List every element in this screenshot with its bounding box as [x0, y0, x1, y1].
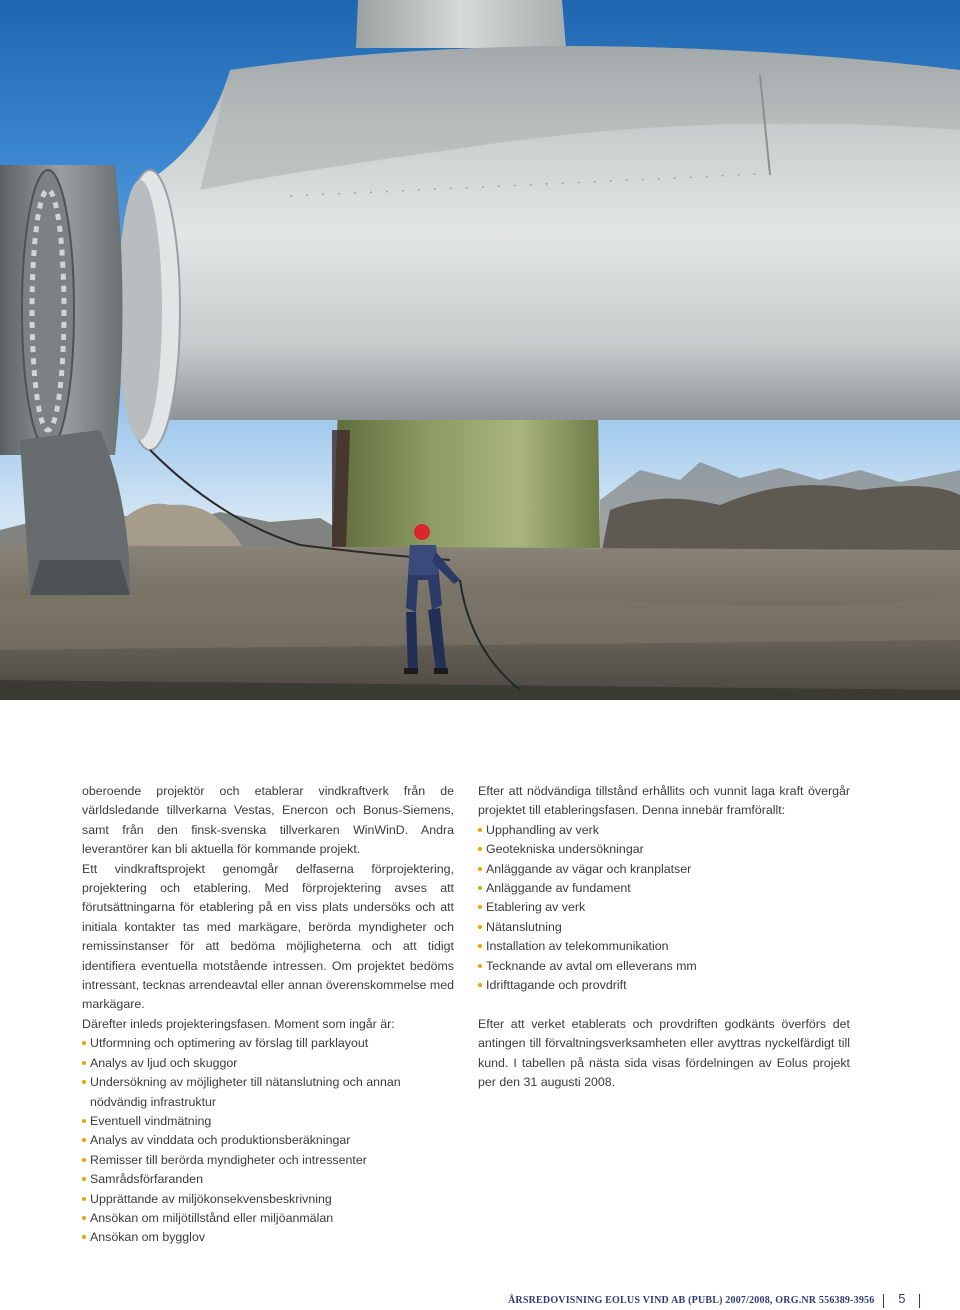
footer-title: ÅRSREDOVISNING EOLUS VIND AB (PUBL) 2007/2008, ORG.NR 556389-3956	[508, 1295, 875, 1306]
bullet-icon	[478, 886, 482, 890]
bullet-icon	[82, 1158, 86, 1162]
bullet-icon	[82, 1216, 86, 1220]
right-column-top	[478, 782, 850, 995]
right-column-bottom	[478, 1015, 850, 1093]
page-number: 5	[898, 1291, 906, 1306]
bullet-icon	[82, 1235, 86, 1239]
bullet-icon	[82, 1080, 86, 1084]
bullet-icon	[478, 847, 482, 851]
footer-divider	[883, 1294, 884, 1308]
bullet-icon	[478, 964, 482, 968]
bullet-icon	[82, 1041, 86, 1045]
bullet-icon	[478, 905, 482, 909]
left-column-top	[82, 782, 454, 1015]
projektering-list	[82, 1034, 454, 1247]
list-item: Anläggande av fundament	[478, 879, 850, 898]
bullet-icon	[82, 1197, 86, 1201]
bullet-icon	[478, 983, 482, 987]
list-item: Eventuell vindmätning	[82, 1112, 454, 1131]
list-item: Analys av ljud och skuggor	[82, 1054, 454, 1073]
list-item: Upphandling av verk	[478, 821, 850, 840]
list-item: Upprättande av miljökonsekvensbeskrivning	[82, 1190, 454, 1209]
list-item: Idrifttagande och provdrift	[478, 976, 850, 995]
paragraph-intro: oberoende projektör och etablerar vindkraftverk från de världsledande tillverkarna Vestas, Enercon och Bonus-Siemens, samt från den finsk-svenska tillverkaren WinWinD. Andra leverantörer kan bli aktuella för kommande projekt.	[82, 784, 454, 857]
paragraph-project-phases: Ett vindkraftsprojekt genomgår delfaserna förprojektering, projektering och etablering. Med förprojektering avses att förutsättningarna för etablering på en viss plats undersöks och att initiala kontakter tas med markägare, berörda myndigheter och remissinstanser för att bedöma möjligheterna och att tidigt identifiera eventuella motstående intressen. Om projektet bedöms intressant, tecknas arrendeavtal eller annan överenskommelse med markägare.	[82, 861, 454, 1012]
list-item: Geotekniska undersökningar	[478, 840, 850, 859]
bullet-icon	[478, 828, 482, 832]
list-item: Undersökning av möjligheter till nätanslutning och annan nödvändig infrastruktur	[82, 1073, 454, 1112]
etablering-list	[478, 821, 850, 996]
bullet-icon	[478, 925, 482, 929]
paragraph-handover: Efter att verket etablerats och provdriften godkänts överförs det antingen till förvaltningsverksamheten eller avyttras nyckelfärdigt till kund. I tabellen på nästa sida visas fördelningen av Eolus projekt per den 31 augusti 2008.	[478, 1017, 850, 1090]
etablering-intro: Efter att nödvändiga tillstånd erhållits och vunnit laga kraft övergår projektet till etableringsfasen. Denna innebär framförallt:	[478, 784, 850, 818]
bullet-icon	[82, 1138, 86, 1142]
list-item: Analys av vinddata och produktionsberäkningar	[82, 1131, 454, 1150]
projektering-intro: Därefter inleds projekteringsfasen. Moment som ingår är:	[82, 1017, 395, 1031]
bullet-icon	[478, 867, 482, 871]
bullet-icon	[82, 1061, 86, 1065]
bullet-icon	[82, 1119, 86, 1123]
list-item: Installation av telekommunikation	[478, 937, 850, 956]
list-item: Tecknande av avtal om elleverans mm	[478, 957, 850, 976]
left-column-bottom	[82, 1015, 454, 1248]
list-item: Ansökan om miljötillstånd eller miljöanmälan	[82, 1209, 454, 1228]
bullet-icon	[82, 1177, 86, 1181]
list-item: Utformning och optimering av förslag till parklayout	[82, 1034, 454, 1053]
list-item: Anläggande av vägar och kranplatser	[478, 860, 850, 879]
list-item: Etablering av verk	[478, 898, 850, 917]
bullet-icon	[478, 944, 482, 948]
list-item: Ansökan om bygglov	[82, 1228, 454, 1247]
footer-divider	[919, 1294, 920, 1308]
list-item: Nätanslutning	[478, 918, 850, 937]
list-item: Remisser till berörda myndigheter och intressenter	[82, 1151, 454, 1170]
list-item: Samrådsförfaranden	[82, 1170, 454, 1189]
